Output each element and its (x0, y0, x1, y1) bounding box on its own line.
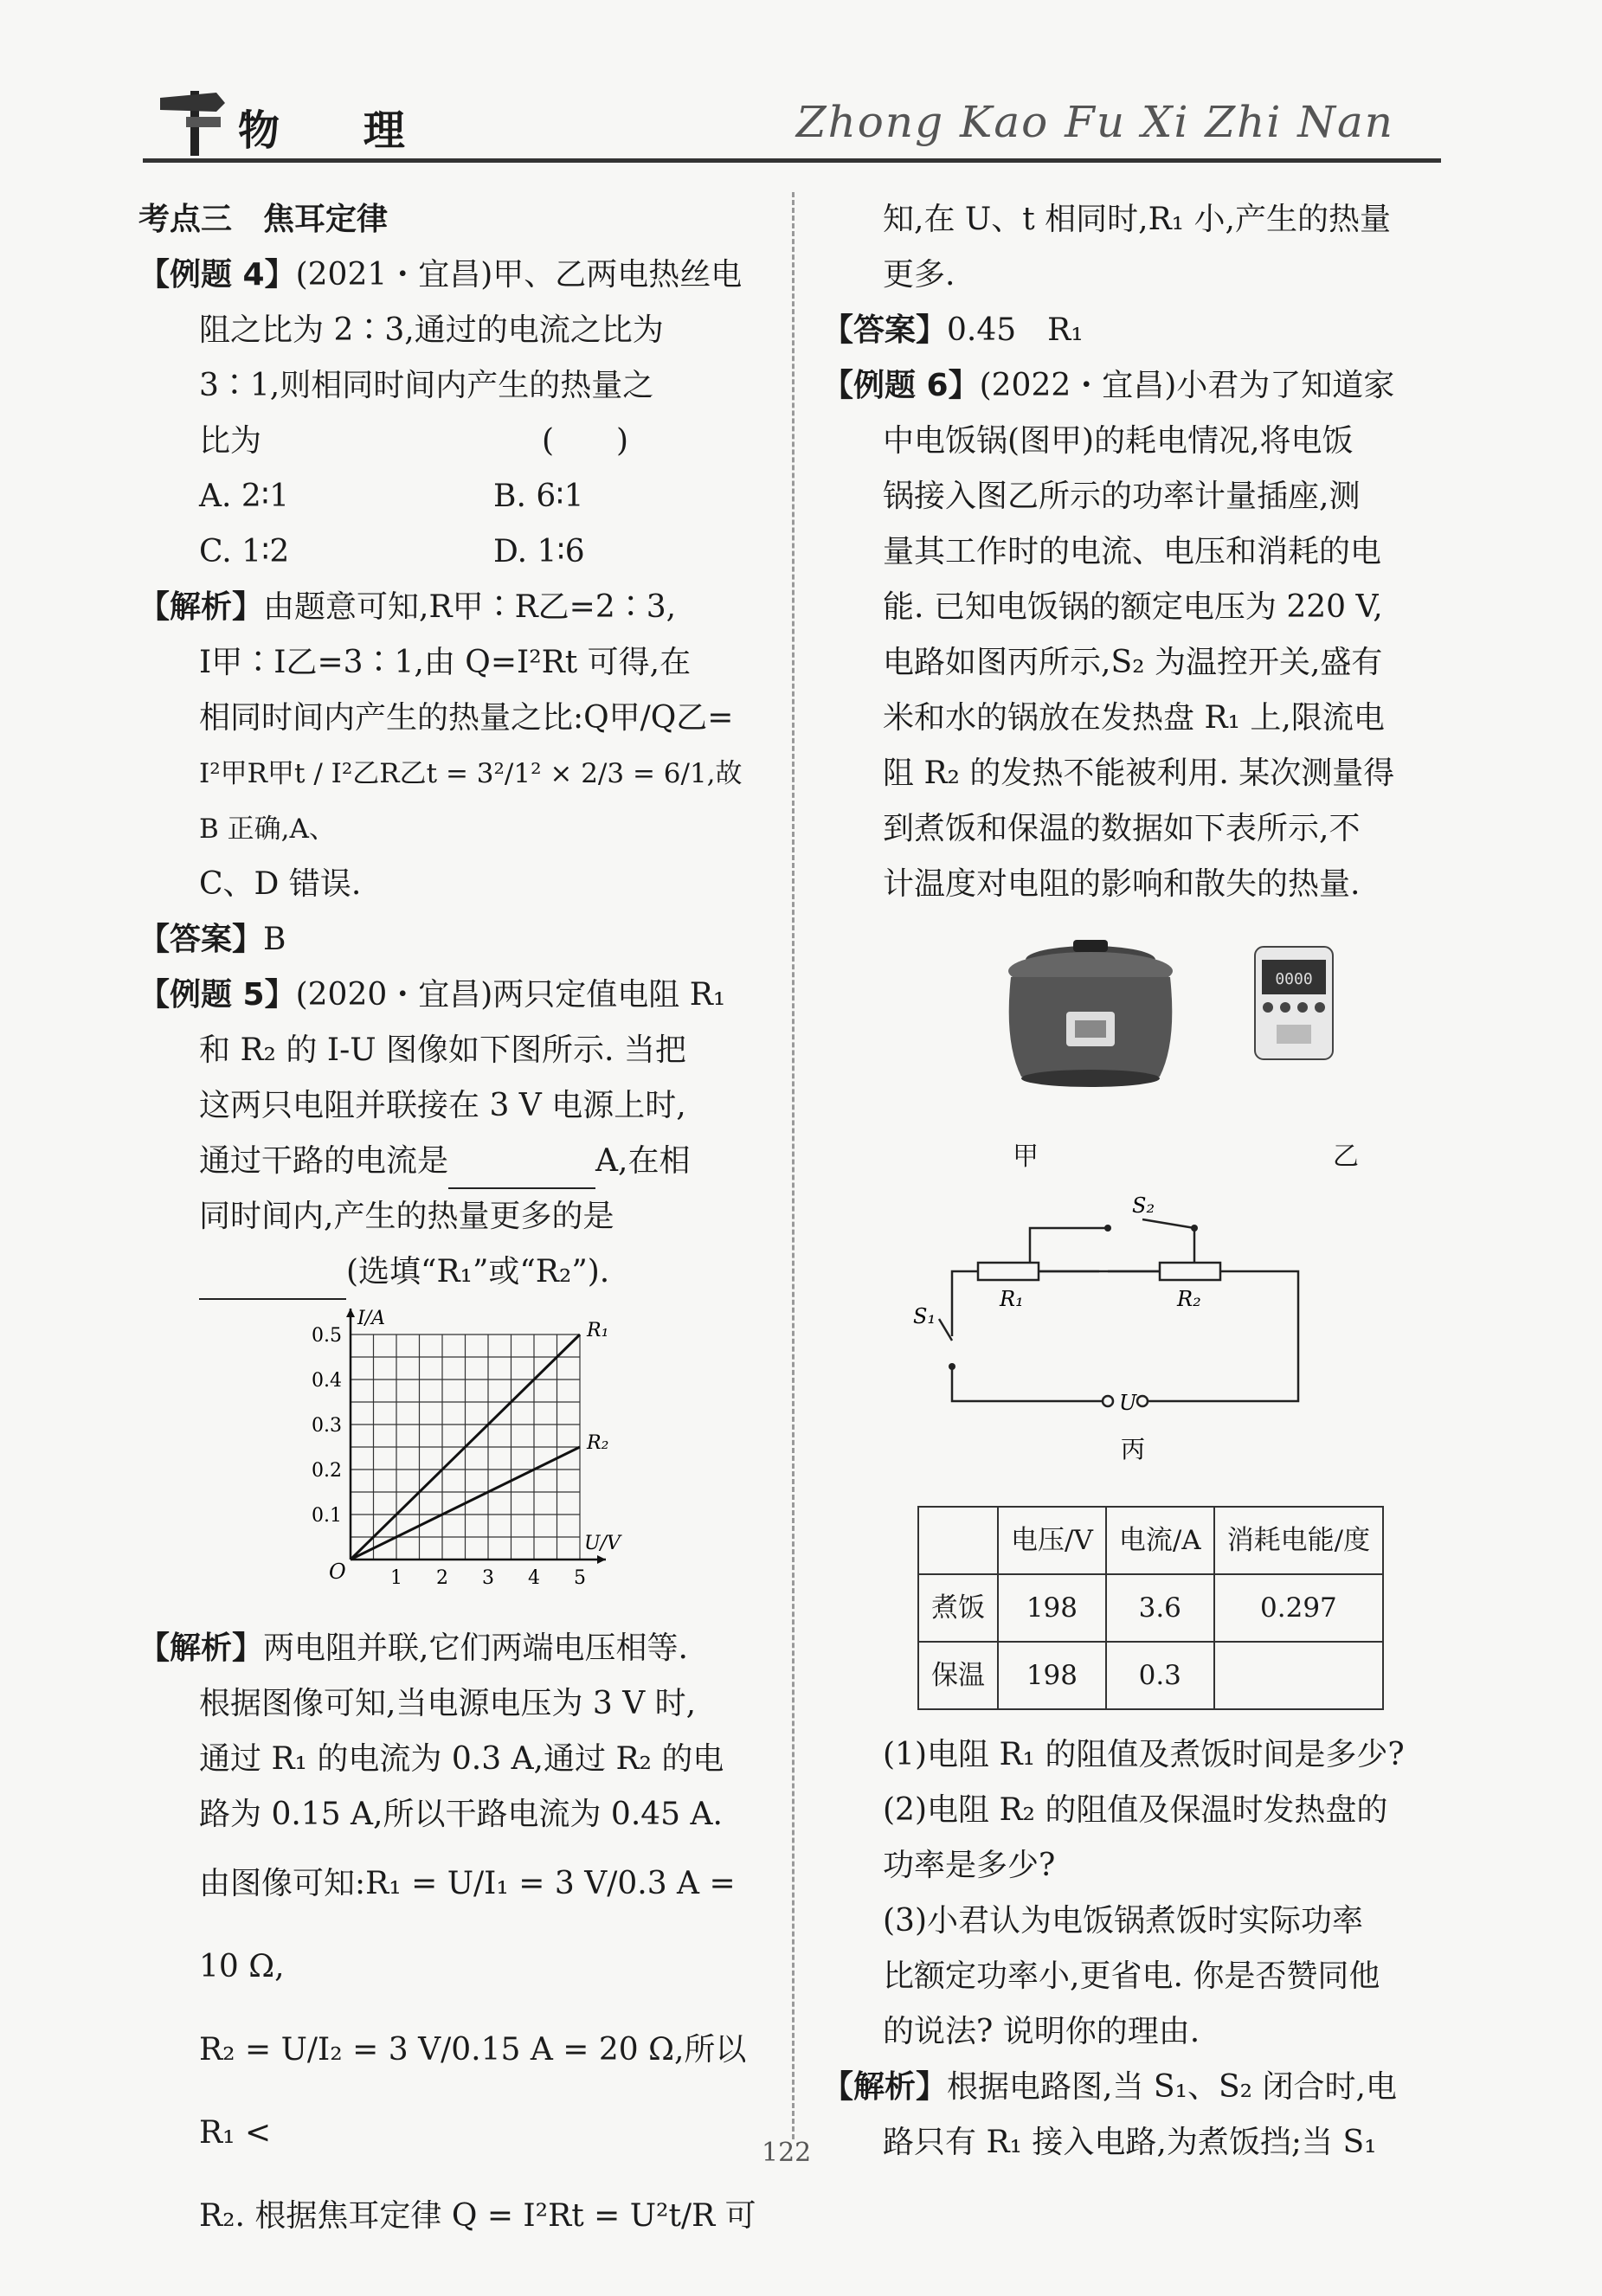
table-cell: 0.297 (1214, 1574, 1383, 1642)
example-6-line-5: 能. 已知电饭锅的额定电压为 220 V, (883, 589, 1383, 625)
analysis-4-line-1: 【解析】由题意可知,R甲∶R乙=2∶3, (138, 589, 677, 625)
page-number: 122 (762, 2138, 812, 2168)
analysis-5-line-4: 路为 0.15 A,所以干路电流为 0.45 A. (199, 1797, 723, 1832)
label-s1: S₁ (913, 1304, 936, 1328)
analysis-4-tag: 【解析】 (138, 589, 264, 625)
example-5-line-1: 【例题 5】(2020・宜昌)两只定值电阻 R₁ (138, 977, 726, 1013)
x-axis-arrow (597, 1555, 606, 1564)
iu-graph (138, 1309, 762, 1594)
table-cell: 198 (998, 1642, 1106, 1709)
example-5-tag: 【例题 5】 (138, 977, 296, 1013)
answer-blank-2 (199, 1264, 346, 1300)
example-5-line-6: (选填“R₁”或“R₂”). (138, 1244, 762, 1300)
caption-yi: 乙 (1333, 1142, 1359, 1172)
terminal-right (1137, 1396, 1148, 1406)
option-c: C. 1∶2 (199, 534, 290, 569)
question-2-line-1: (2)电阻 R₂ 的阻值及保温时发热盘的 (883, 1792, 1388, 1828)
y-axis-arrow (346, 1309, 355, 1317)
right-column (822, 192, 1445, 2171)
option-d: D. 1∶6 (493, 534, 585, 569)
example-6-line-1: 【例题 6】(2022・宜昌)小君为了知道家 (822, 368, 1395, 403)
question-3-line-1: (3)小君认为电饭锅煮饭时实际功率 (883, 1903, 1363, 1939)
table-cell: 保温 (918, 1642, 998, 1709)
analysis-5-line-6: R₂ = U/I₂ = 3 V/0.15 A = 20 Ω,所以 R₁ < (199, 2032, 747, 2151)
table-row (918, 1574, 1383, 1642)
measurement-table (917, 1506, 1384, 1710)
label-r2: R₂ (1177, 1287, 1201, 1311)
analysis-6-line-1: 【解析】根据电路图,当 S₁、S₂ 闭合时,电 (822, 2069, 1397, 2105)
example-6-tag: 【例题 6】 (822, 368, 980, 403)
example-5-line-2: 和 R₂ 的 I-U 图像如下图所示. 当把 (199, 1032, 686, 1068)
table-cell (1214, 1642, 1383, 1709)
caption-jia: 甲 (1013, 1142, 1039, 1172)
resistor-r1 (978, 1263, 1039, 1280)
table-cell: 煮饭 (918, 1574, 998, 1642)
terminal-left (1103, 1396, 1113, 1406)
analysis-4-line-3: 相同时间内产生的热量之比:Q甲/Q乙= (199, 700, 734, 736)
book-subtitle: Zhong Kao Fu Xi Zhi Nan (795, 97, 1394, 147)
analysis-5-line-1: 【解析】两电阻并联,它们两端电压相等. (138, 1630, 688, 1666)
question-3-line-3: 的说法? 说明你的理由. (883, 2014, 1200, 2049)
example-4-options (138, 469, 762, 580)
analysis-5-line-7: R₂. 根据焦耳定律 Q = I²Rt = U²t/R 可 (199, 2198, 756, 2234)
option-a: A. 2∶1 (199, 479, 290, 514)
label-r1: R₁ (1000, 1287, 1024, 1311)
question-2-line-2: 功率是多少? (883, 1848, 1056, 1883)
x-axis-label: U/V (584, 1533, 621, 1554)
example-4-line-2: 阻之比为 2∶3,通过的电流之比为 (199, 312, 664, 348)
power-meter-socket-illustration (1255, 947, 1333, 1059)
example-6-line-4: 量其工作时的电流、电压和消耗的电 (883, 534, 1382, 569)
example-4-line-3: 3∶1,则相同时间内产生的热量之 (199, 368, 654, 403)
example-6-line-2: 中电饭锅(图甲)的耗电情况,将电饭 (883, 423, 1354, 459)
label-s2: S₂ (1132, 1193, 1155, 1218)
signpost-logo-icon (156, 82, 234, 160)
header-rule (143, 158, 1441, 163)
analysis-5-tag: 【解析】 (138, 1630, 264, 1666)
answer-5-tag: 【答案】 (822, 312, 948, 348)
analysis-5-line-2: 根据图像可知,当电源电压为 3 V 时, (199, 1686, 697, 1721)
figure-captions (952, 1129, 1437, 1185)
table-header: 电压/V (998, 1507, 1106, 1574)
example-6-line-9: 到煮饭和保温的数据如下表所示,不 (883, 811, 1361, 846)
example-6-line-6: 电路如图丙所示,S₂ 为温控开关,盛有 (883, 645, 1383, 680)
s2-contact (1191, 1225, 1198, 1232)
example-6-line-8: 阻 R₂ 的发热不能被利用. 某次测量得 (883, 756, 1395, 791)
origin-label: O (329, 1560, 346, 1584)
meter-display: 0000 (1275, 970, 1313, 988)
x-tick-label: 5 (574, 1567, 586, 1589)
example-6-line-3: 锅接入图乙所示的功率计量插座,测 (883, 479, 1361, 514)
y-tick-label: 0.1 (312, 1505, 342, 1527)
example-4-tag: 【例题 4】 (138, 257, 296, 293)
example-5-line-5: 同时间内,产生的热量更多的是 (199, 1199, 614, 1234)
table-row (918, 1642, 1383, 1709)
y-tick-label: 0.2 (312, 1460, 342, 1482)
label-u: U (1119, 1391, 1137, 1415)
appliance-figures (822, 929, 1445, 1111)
y-tick-label: 0.3 (312, 1415, 342, 1437)
x-tick-label: 1 (390, 1567, 402, 1589)
left-column (138, 192, 762, 2258)
table-header: 消耗电能/度 (1214, 1507, 1383, 1574)
example-6-line-7: 米和水的锅放在发热盘 R₁ 上,限流电 (883, 700, 1385, 736)
analysis-6-line-2: 路只有 R₁ 接入电路,为煮饭挡;当 S₁ (883, 2125, 1377, 2160)
answer-4: 【答案】B (138, 922, 286, 957)
analysis-6-tag: 【解析】 (822, 2069, 948, 2105)
analysis-5-line-5: 由图像可知:R₁ = U/I₁ = 3 V/0.3 A = 10 Ω, (199, 1866, 736, 1984)
x-tick-label: 4 (528, 1567, 540, 1589)
table-cell: 198 (998, 1574, 1106, 1642)
table-header: 电流/A (1106, 1507, 1214, 1574)
y-tick-label: 0.4 (312, 1370, 342, 1392)
caption-bing: 丙 (1121, 1435, 1146, 1463)
analysis-4-line-5: C、D 错误. (199, 866, 362, 902)
x-tick-label: 3 (482, 1567, 494, 1589)
continuation-line-2: 更多. (883, 257, 955, 293)
series-label: R₁ (587, 1320, 609, 1341)
analysis-4-line-2: I甲∶I乙=3∶1,由 Q=I²Rt 可得,在 (199, 645, 692, 680)
y-axis-label: I/A (357, 1309, 385, 1329)
table-header (918, 1507, 998, 1574)
series-label: R₂ (587, 1432, 609, 1454)
answer-blank-1 (448, 1153, 595, 1189)
rice-cooker-illustration (1008, 940, 1173, 1087)
resistor-r2 (1160, 1263, 1220, 1280)
example-4-line-1: 【例题 4】(2021・宜昌)甲、乙两电热丝电 (138, 257, 743, 293)
y-tick-label: 0.5 (312, 1325, 342, 1347)
table-header-row (918, 1507, 1383, 1574)
example-5-line-3: 这两只电阻并联接在 3 V 电源上时, (199, 1088, 686, 1123)
table-cell: 0.3 (1106, 1642, 1214, 1709)
option-b: B. 6∶1 (493, 479, 584, 514)
analysis-5-line-3: 通过 R₁ 的电流为 0.3 A,通过 R₂ 的电 (199, 1741, 724, 1777)
section-heading: 考点三 焦耳定律 (138, 202, 389, 237)
subject-title: 物 理 (238, 106, 440, 155)
continuation-line-1: 知,在 U、t 相同时,R₁ 小,产生的热量 (883, 202, 1392, 237)
example-4-line-4: 比为 ( ) (199, 423, 629, 459)
column-divider (792, 192, 795, 2139)
analysis-4-line-4: I²甲R甲t / I²乙R乙t = 3²/1² × 2/3 = 6/1,故 B 正确,A、 (199, 758, 743, 845)
answer-4-tag: 【答案】 (138, 922, 264, 957)
question-3-line-2: 比额定功率小,更省电. 你是否赞同他 (883, 1958, 1380, 1994)
question-1: (1)电阻 R₁ 的阻值及煮饭时间是多少? (883, 1737, 1405, 1772)
example-6-line-10: 计温度对电阻的影响和散失的热量. (883, 866, 1361, 902)
table-cell: 3.6 (1106, 1574, 1214, 1642)
answer-5: 【答案】0.45 R₁ (822, 312, 1084, 348)
x-tick-label: 2 (436, 1567, 448, 1589)
example-5-line-4: 通过干路的电流是 A,在相 (138, 1134, 762, 1189)
circuit-diagram (822, 1193, 1445, 1470)
